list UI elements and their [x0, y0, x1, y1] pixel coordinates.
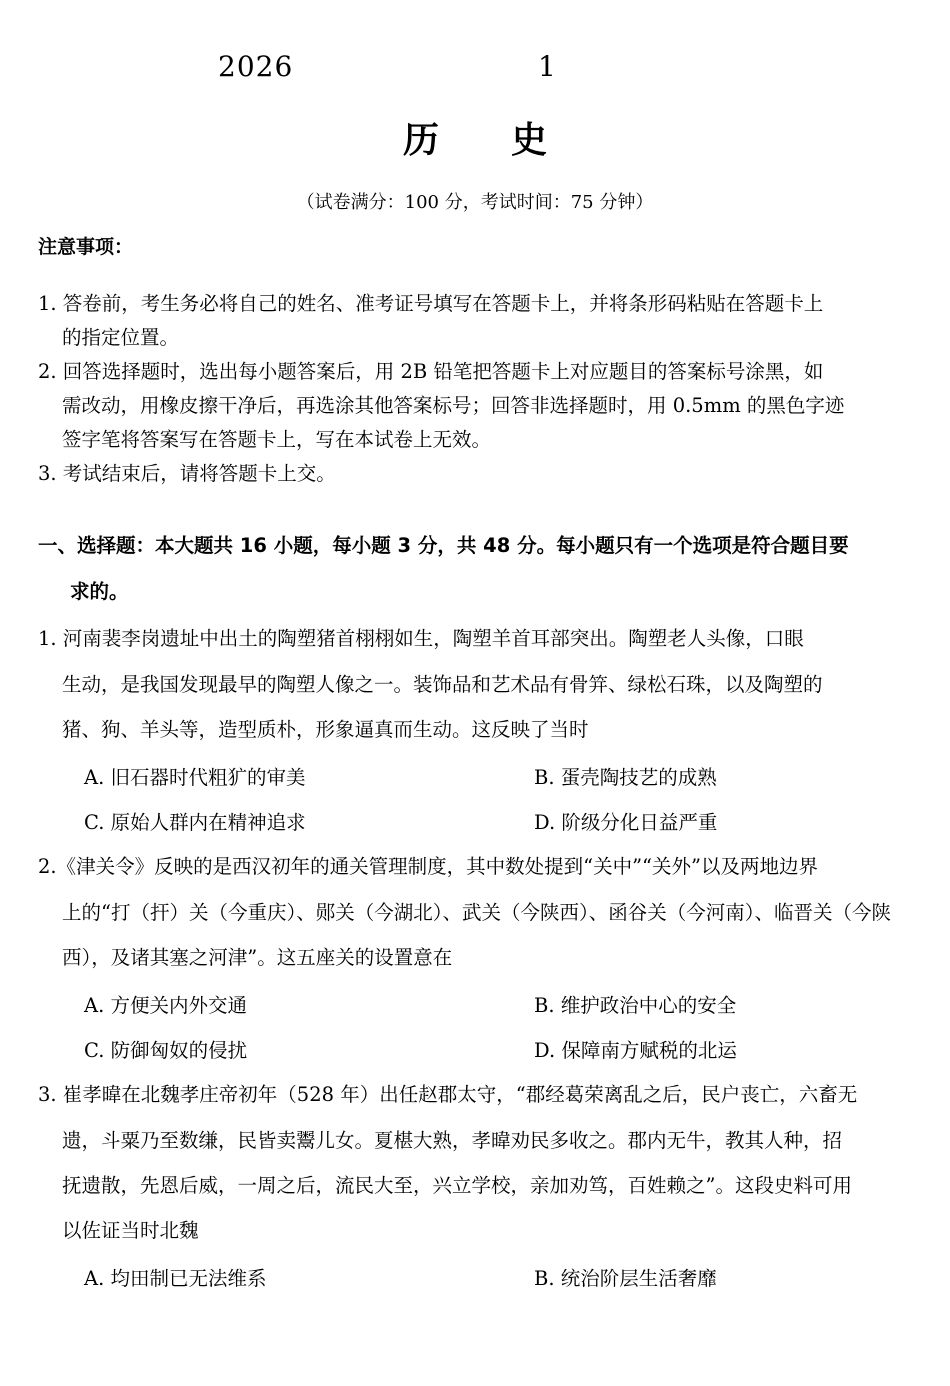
note-line: 2. 回答选择题时，选出每小题答案后，用 2B 铅笔把答题卡上对应题目的答案标号涂黑，如	[38, 360, 824, 383]
note-line: 签字笔将答案写在答题卡上，写在本试卷上无效。	[62, 428, 492, 451]
question-2-option-b: B. 维护政治中心的安全	[534, 994, 737, 1017]
question-1-line: 1. 河南裴李岗遗址中出土的陶塑猪首栩栩如生，陶塑羊首耳部突出。陶塑老人头像，口眼	[38, 627, 804, 650]
question-1-line: 生动，是我国发现最早的陶塑人像之一。装饰品和艺术品有骨笄、绿松石珠，以及陶塑的	[62, 673, 823, 696]
question-1-option-d: D. 阶级分化日益严重	[534, 811, 718, 834]
question-1-line: 猪、狗、羊头等，造型质朴，形象逼真而生动。这反映了当时	[62, 718, 589, 741]
question-1-option-a: A. 旧石器时代粗犷的审美	[84, 766, 306, 789]
section-heading-cont: 求的。	[70, 580, 129, 603]
question-2-option-d: D. 保障南方赋税的北运	[534, 1039, 737, 1062]
question-3-option-a: A. 均田制已无法维系	[84, 1267, 267, 1290]
title-char-1: 历	[402, 119, 439, 161]
question-3-option-b: B. 统治阶层生活奢靡	[534, 1267, 717, 1290]
question-3-line: 3. 崔孝暐在北魏孝庄帝初年（528 年）出任赵郡太守，“郡经葛荣离乱之后，民户丧亡，六畜无	[38, 1083, 858, 1106]
question-2-option-c: C. 防御匈奴的侵扰	[84, 1039, 248, 1062]
note-line: 1. 答卷前，考生务必将自己的姓名、准考证号填写在答题卡上，并将条形码粘贴在答题卡上	[38, 292, 824, 315]
question-1-option-c: C. 原始人群内在精神追求	[84, 811, 306, 834]
section-heading: 一、选择题：本大题共 16 小题，每小题 3 分，共 48 分。每小题只有一个选项是符合题目要	[38, 534, 849, 557]
question-1-option-b: B. 蛋壳陶技艺的成熟	[534, 766, 717, 789]
note-line: 3. 考试结束后，请将答题卡上交。	[38, 462, 336, 485]
note-line: 需改动，用橡皮擦干净后，再选涂其他答案标号；回答非选择题时，用 0.5mm 的黑色字迹	[62, 394, 845, 417]
question-3-line: 遗，斗粟乃至数缣，民皆卖鬻儿女。夏椹大熟，孝暐劝民多收之。郡内无牛，教其人种，招	[62, 1129, 843, 1152]
page-title	[0, 112, 950, 163]
note-line: 的指定位置。	[62, 326, 180, 349]
notes-heading: 注意事项：	[38, 236, 134, 258]
title-char-2: 史	[511, 119, 548, 161]
question-2-line: 2.《津关令》反映的是西汉初年的通关管理制度，其中数处提到“关中”“关外”以及两地边界	[38, 855, 818, 878]
question-2-line: 西），及诸其塞之河津”。这五座关的设置意在	[62, 946, 453, 969]
question-3-line: 以佐证当时北魏	[62, 1219, 199, 1242]
exam-number: 1	[538, 50, 556, 83]
question-3-line: 抚遗散，先恩后威，一周之后，流民大至，兴立学校，亲加劝笃，百姓赖之”。这段史料可用	[62, 1174, 852, 1197]
exam-info: （试卷满分：100 分，考试时间：75 分钟）	[296, 192, 654, 213]
exam-year: 2026	[218, 50, 294, 83]
question-2-option-a: A. 方便关内外交通	[84, 994, 247, 1017]
question-2-line: 上的“打（扞）关（今重庆）、郧关（今湖北）、武关（今陕西）、函谷关（今河南）、临晋关（今陕	[62, 901, 891, 924]
